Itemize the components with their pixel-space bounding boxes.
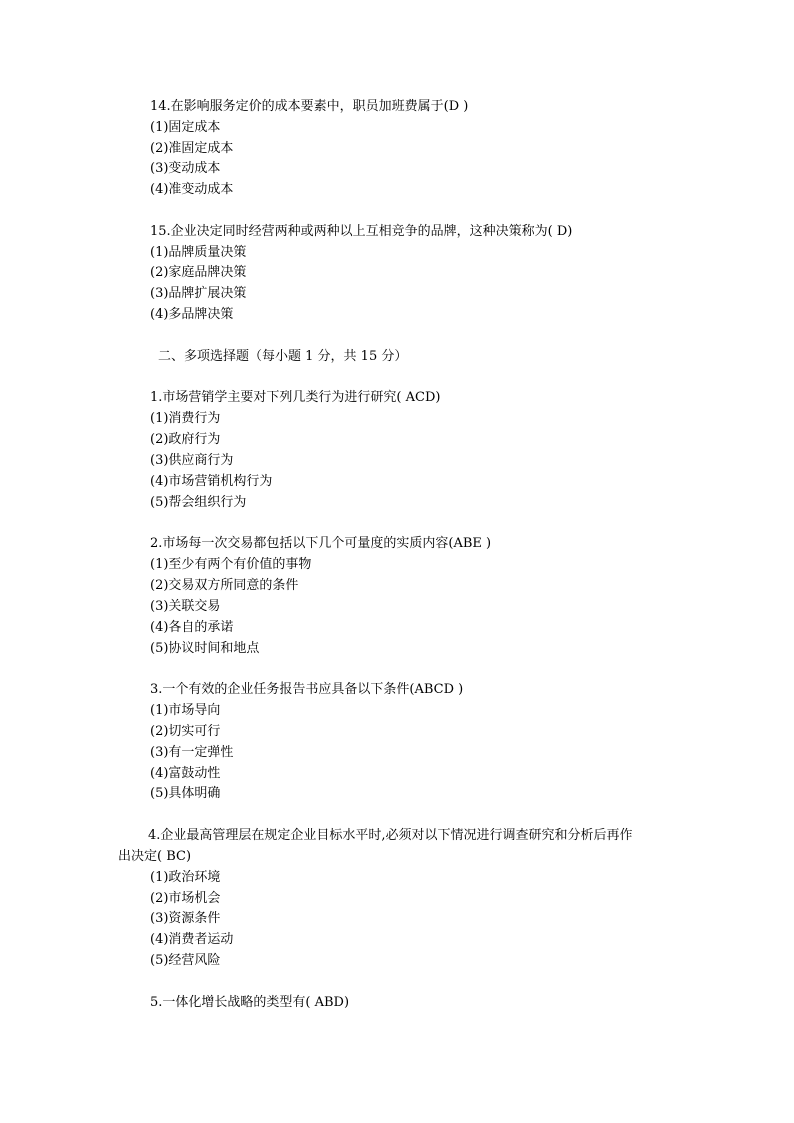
q15-option-2: (2)家庭品牌决策 bbox=[150, 265, 247, 280]
q15-option-3: (3)品牌扩展决策 bbox=[150, 286, 247, 301]
m2-stem: 2.市场每一次交易都包括以下几个可量度的实质内容(ABE ) bbox=[150, 536, 492, 551]
m2-option-4: (4)各自的承诺 bbox=[150, 620, 234, 635]
section-heading: 二、多项选择题（每小题 1 分，共 15 分） bbox=[158, 349, 408, 364]
m2-option-2: (2)交易双方所同意的条件 bbox=[150, 578, 299, 593]
m4-stem-line-1: 4.企业最高管理层在规定企业目标水平时,必须对以下情况进行调查研究和分析后再作 bbox=[148, 828, 633, 843]
q14-option-1: (1)固定成本 bbox=[150, 120, 221, 135]
m3-option-1: (1)市场导向 bbox=[150, 703, 221, 718]
m5-stem: 5.一体化增长战略的类型有( ABD) bbox=[150, 995, 350, 1010]
q14-option-2: (2)准固定成本 bbox=[150, 141, 234, 156]
q14-option-4: (4)准变动成本 bbox=[150, 182, 234, 197]
m4-option-3: (3)资源条件 bbox=[150, 911, 221, 926]
m1-option-4: (4)市场营销机构行为 bbox=[150, 474, 273, 489]
m4-option-1: (1)政治环境 bbox=[150, 870, 221, 885]
m3-option-5: (5)具体明确 bbox=[150, 786, 221, 801]
m3-option-3: (3)有一定弹性 bbox=[150, 745, 234, 760]
m2-option-1: (1)至少有两个有价值的事物 bbox=[150, 557, 312, 572]
m3-option-4: (4)富鼓动性 bbox=[150, 766, 221, 781]
m4-option-4: (4)消费者运动 bbox=[150, 932, 234, 947]
q15-option-4: (4)多品牌决策 bbox=[150, 307, 234, 322]
q14-stem: 14.在影响服务定价的成本要素中，职员加班费属于(D ) bbox=[150, 99, 469, 114]
m3-option-2: (2)切实可行 bbox=[150, 724, 221, 739]
m1-option-1: (1)消费行为 bbox=[150, 411, 221, 426]
m2-option-5: (5)协议时间和地点 bbox=[150, 641, 260, 656]
m3-stem: 3.一个有效的企业任务报告书应具备以下条件(ABCD ) bbox=[150, 682, 464, 697]
m1-option-5: (5)帮会组织行为 bbox=[150, 495, 247, 510]
q15-stem: 15.企业决定同时经营两种或两种以上互相竞争的品牌，这种决策称为( D) bbox=[150, 224, 573, 239]
m1-option-2: (2)政府行为 bbox=[150, 432, 221, 447]
m1-stem: 1.市场营销学主要对下列几类行为进行研究( ACD) bbox=[150, 390, 441, 405]
m4-option-2: (2)市场机会 bbox=[150, 891, 221, 906]
q15-option-1: (1)品牌质量决策 bbox=[150, 245, 247, 260]
m4-stem-line-2: 出决定( BC) bbox=[118, 849, 192, 864]
m1-option-3: (3)供应商行为 bbox=[150, 453, 234, 468]
m4-option-5: (5)经营风险 bbox=[150, 953, 221, 968]
m2-option-3: (3)关联交易 bbox=[150, 599, 221, 614]
q14-option-3: (3)变动成本 bbox=[150, 161, 221, 176]
